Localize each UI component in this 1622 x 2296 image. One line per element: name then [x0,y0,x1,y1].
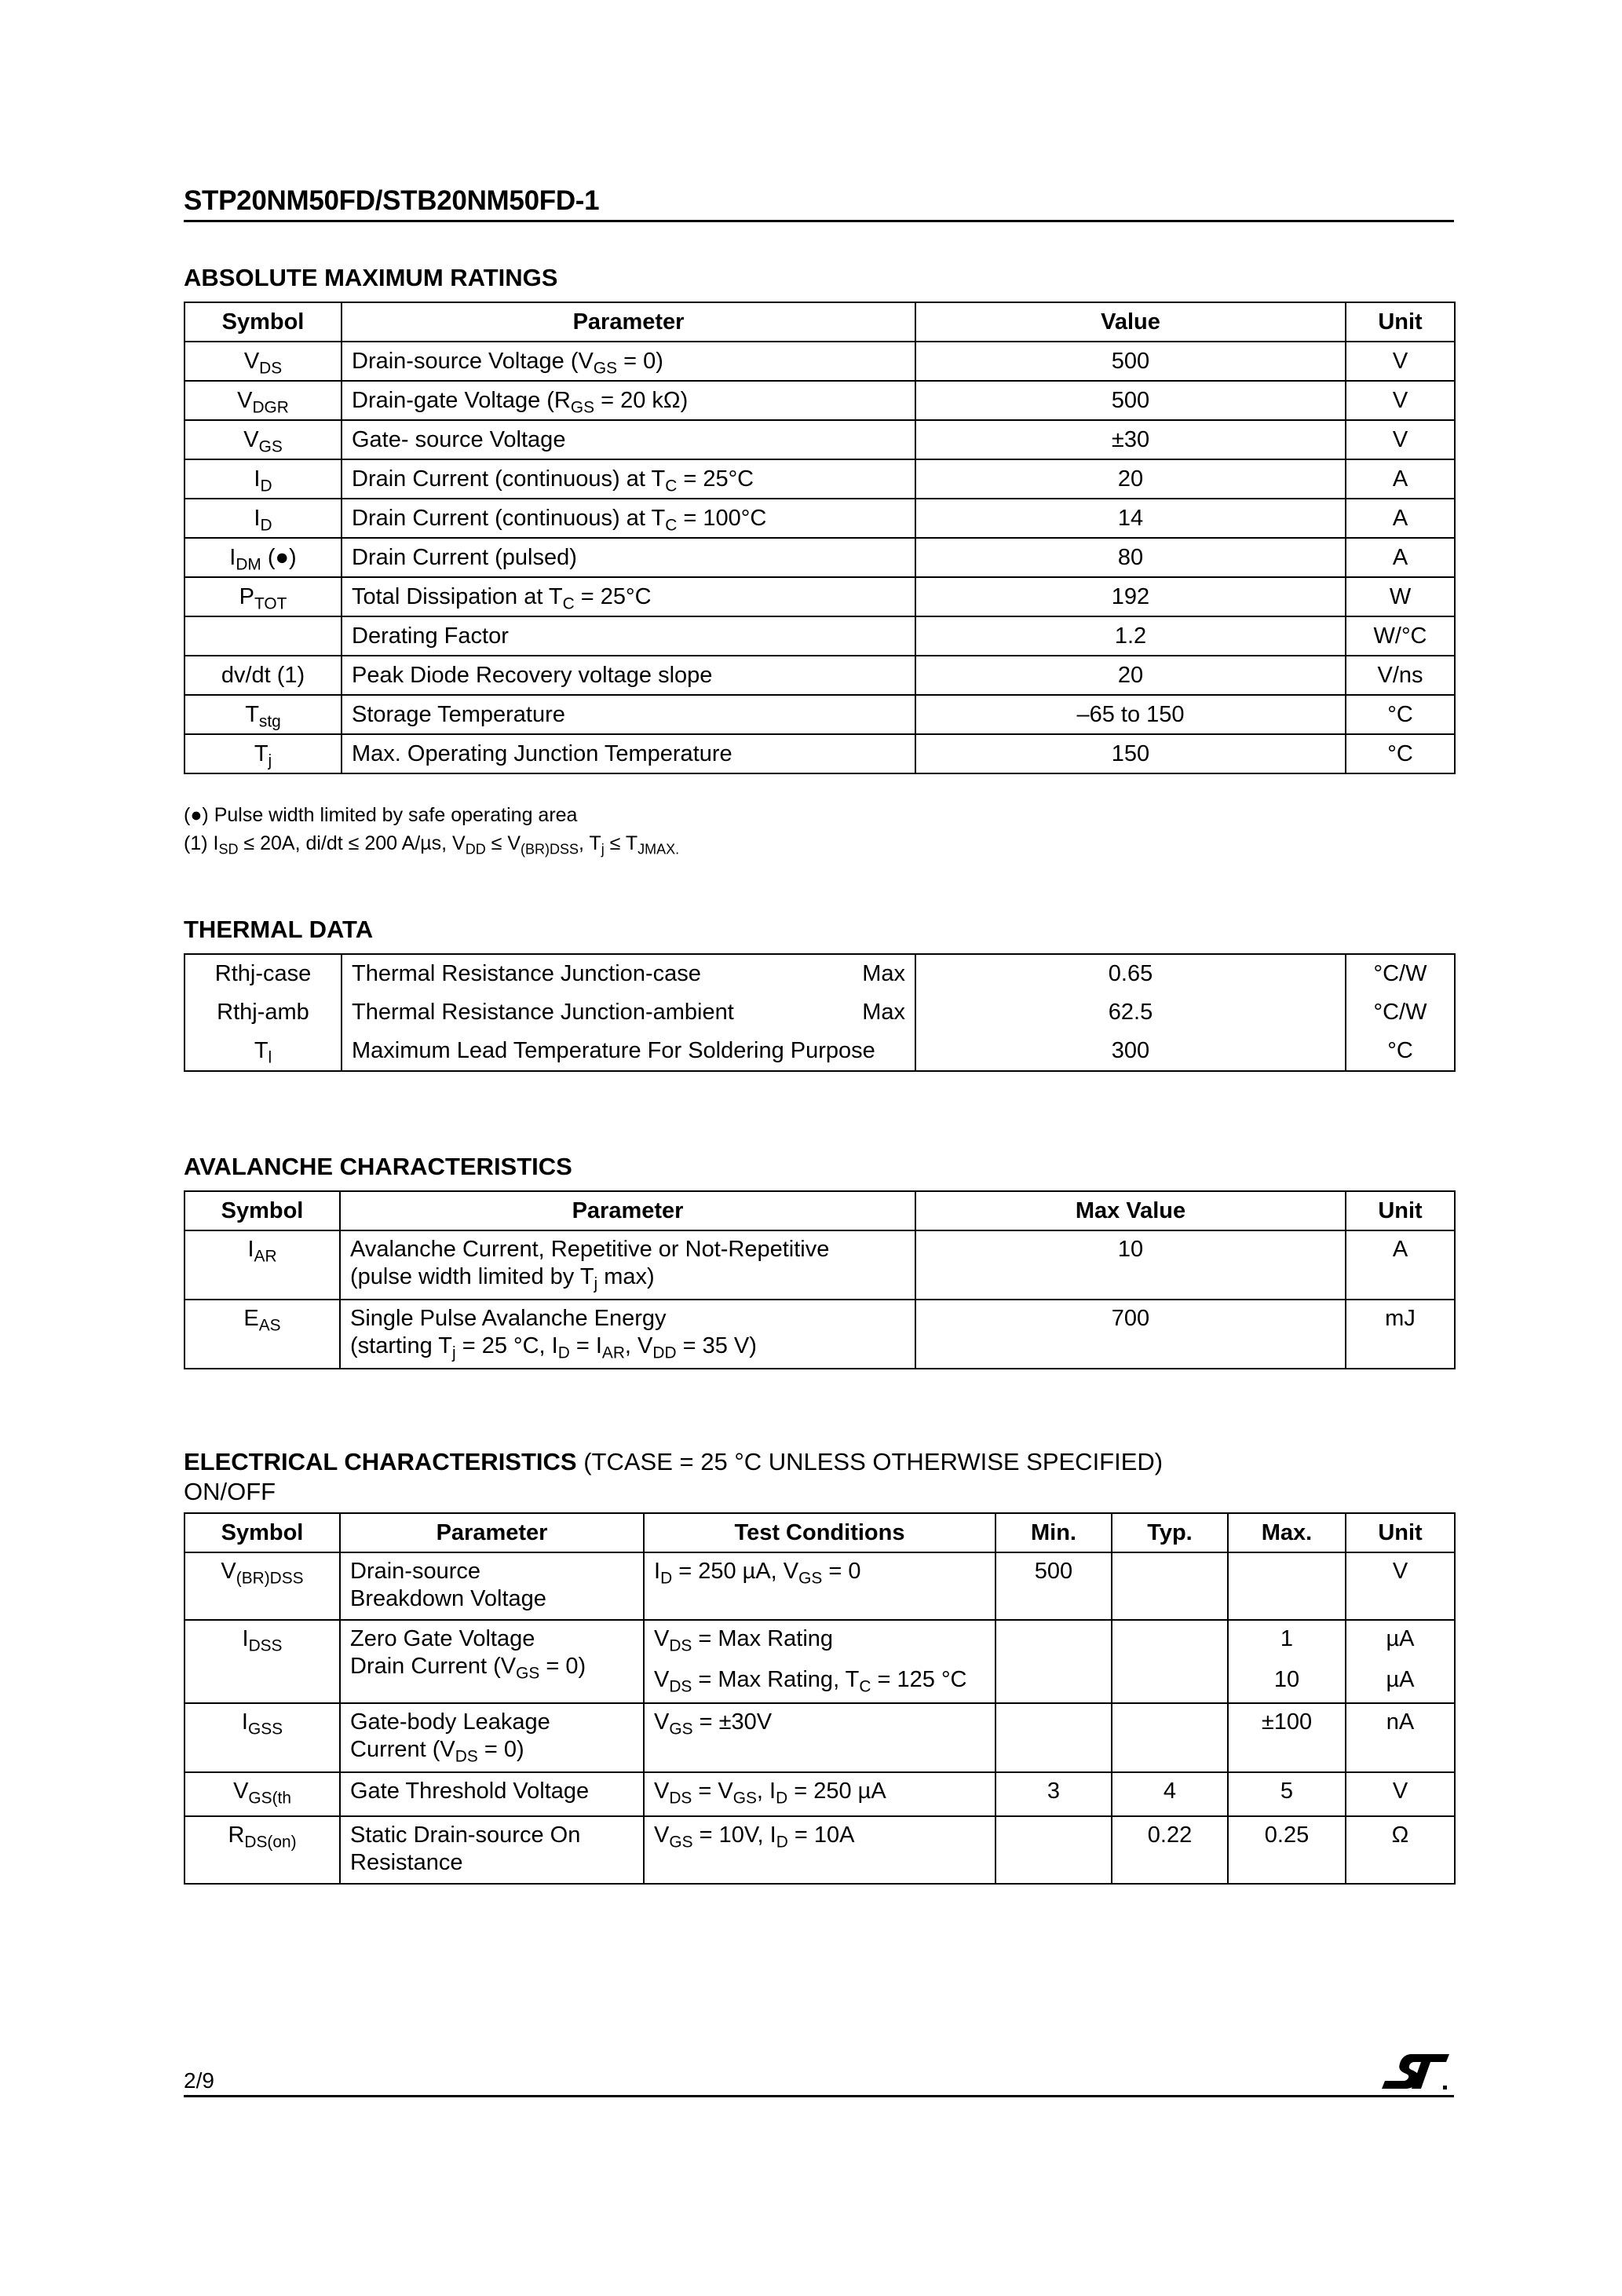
symbol-cell [184,616,342,656]
unit-cell: V [1346,1552,1455,1620]
table-row [184,538,1455,577]
parameter-cell [342,656,915,695]
symbol-sub: GSS [247,1720,283,1738]
avalanche-table [184,1190,1456,1369]
test-conditions-cell [644,1703,995,1772]
note-pulse-width: (●) Pulse width limited by safe operating area [184,804,578,826]
symbol-text: V [243,426,259,452]
tc-text: , I [756,1779,776,1804]
footer-rule [184,2095,1454,2097]
value-cell: 700 [915,1300,1346,1369]
table-row [184,342,1455,381]
param-text: Current (V [350,1737,455,1762]
param-text: = 0) [539,1654,586,1679]
tc-sub: DS [669,1636,692,1655]
max-cell: 5 [1228,1772,1346,1816]
symbol-sub: DS [259,358,283,377]
table-header-row [184,1191,1455,1230]
symbol-text: dv/dt (1) [221,662,305,688]
tc-text: = Max Rating, T [692,1667,860,1692]
electrical-title [184,1448,1163,1476]
unit-cell: °C/W [1346,993,1455,1032]
st-logo-icon [1380,2051,1451,2092]
note-sub: JMAX. [637,841,680,857]
symbol-text: V [243,348,260,374]
param-text: max) [597,1264,655,1289]
symbol-cell [184,734,342,773]
col-header: Parameter [342,302,915,342]
symbol-cell [184,656,342,695]
unit-cell: nA [1346,1703,1455,1772]
col-header: Unit [1346,1191,1455,1230]
tc-text: I [654,1559,661,1584]
symbol-text: V [233,1779,249,1804]
tc-text: = Max Rating [692,1626,834,1651]
table-header-row [184,1513,1455,1552]
value-cell: 500 [915,381,1346,420]
param-text: Drain-gate Voltage (R [352,387,571,413]
param-sub: C [665,476,678,495]
unit-cell: V [1346,381,1455,420]
parameter-cell [340,1620,644,1703]
symbol-cell [184,420,342,459]
symbol-sub: AR [254,1247,277,1266]
max-cell: ±100 [1228,1703,1346,1772]
unit-cell: °C [1346,695,1455,734]
param-text: Max. Operating Junction Temperature [352,740,732,766]
tc-text: V [654,1779,670,1804]
parameter-cell [342,577,915,616]
max-tag: Max [862,961,905,986]
unit-cell: A [1346,499,1455,538]
parameter-cell [342,954,915,993]
tc-text: V [654,1709,670,1735]
symbol-cell [184,1772,340,1816]
tc-sub: D [776,1789,788,1808]
symbol-cell [184,459,342,499]
symbol-text: P [239,583,254,609]
unit-cell: Ω [1346,1816,1455,1884]
symbol-cell [184,954,342,993]
electrical-title-conditions: (TCASE = 25 °C UNLESS OTHERWISE SPECIFIED) [576,1448,1164,1475]
value-cell: 500 [915,342,1346,381]
unit-cell: A [1346,538,1455,577]
tc-line [654,1666,985,1694]
param-sub: DS [455,1747,478,1766]
symbol-text: Rthj-amb [217,1000,309,1025]
tc-text: = 125 °C [871,1667,967,1692]
tc-text: V [654,1823,670,1848]
tc-sub: DS [669,1677,692,1696]
param-sub: D [557,1344,570,1362]
symbol-sub: DS(on) [244,1833,297,1852]
param-text: Thermal Resistance Junction-ambient [352,1000,734,1025]
st-logo-icon [1380,2051,1451,2092]
table-row [184,1816,1455,1884]
page-title: STP20NM50FD/STB20NM50FD-1 [184,185,600,216]
symbol-text: T [254,1038,269,1063]
parameter-cell [342,1032,915,1071]
thermal-title: THERMAL DATA [184,916,374,943]
param-line [350,1263,905,1291]
symbol-sub: DSS [248,1636,283,1655]
tc-text: = 10A [787,1823,855,1848]
unit-cell: A [1346,459,1455,499]
symbol-text: R [228,1823,245,1848]
unit-cell: mJ [1346,1300,1455,1369]
param-sub: GS [516,1664,540,1683]
unit-cell: °C [1346,734,1455,773]
param-sub: AR [601,1344,625,1362]
thermal-data-table [184,953,1456,1072]
note-text: , T [579,832,601,854]
param-text: = 35 V) [676,1333,757,1358]
symbol-text: I [254,466,261,492]
symbol-cell [184,1620,340,1703]
parameter-cell [340,1816,644,1884]
min-cell [995,1620,1112,1703]
value-cell: 1.2 [915,616,1346,656]
symbol-text: I [247,1237,254,1262]
symbol-sub: j [268,751,272,770]
page-number: 2/9 [184,2068,214,2093]
value-cell: 192 [915,577,1346,616]
table-row [184,1703,1455,1772]
tc-text: = V [692,1779,733,1804]
param-text: Thermal Resistance Junction-case [352,961,701,986]
col-header: Max. [1228,1513,1346,1552]
symbol-cell [184,577,342,616]
col-header: Symbol [184,302,342,342]
param-text: Peak Diode Recovery voltage slope [352,662,713,688]
param-text: Drain Current (continuous) at T [352,505,666,531]
symbol-sub: GS(th [248,1789,291,1808]
value-cell: 14 [915,499,1346,538]
electrical-title-bold: ELECTRICAL CHARACTERISTICS [184,1448,577,1475]
symbol-cell [184,695,342,734]
value-cell: 150 [915,734,1346,773]
param-text: = 0) [617,348,663,374]
symbol-text: E [243,1306,259,1331]
col-header: Value [915,302,1346,342]
param-text: Maximum Lead Temperature For Soldering Purpose [352,1038,875,1063]
symbol-cell [184,499,342,538]
table-row [184,381,1455,420]
parameter-cell [342,538,915,577]
max-cell [1228,1552,1346,1620]
symbol-text: V [237,387,253,413]
parameter-cell [342,499,915,538]
param-line: Gate-body Leakage [350,1709,550,1735]
symbol-cell [184,1032,342,1071]
symbol-sub: DM [236,554,261,573]
note-sub: (BR)DSS [521,841,579,857]
param-text: = 25°C [677,466,754,492]
min-cell [995,1703,1112,1772]
note-text: ≤ T [604,832,638,854]
param-text: Drain Current (V [350,1654,517,1679]
table-row [184,993,1455,1032]
param-line: Avalanche Current, Repetitive or Not-Repetitive [350,1237,830,1262]
param-sub: C [562,594,575,612]
param-text: = 100°C [677,505,767,531]
tc-sub: GS [798,1569,823,1588]
symbol-sub: AS [258,1316,281,1335]
param-line: Zero Gate Voltage [350,1626,535,1651]
unit-value: µA [1386,1667,1415,1692]
symbol-cell [184,1230,340,1300]
amr-title: ABSOLUTE MAXIMUM RATINGS [184,264,558,291]
unit-cell: °C/W [1346,954,1455,993]
parameter-cell: Gate Threshold Voltage [340,1772,644,1816]
symbol-cell [184,538,342,577]
symbol-text: I [241,1709,248,1735]
table-row [184,1772,1455,1816]
max-cell [1228,1620,1346,1703]
param-text: = I [569,1333,602,1358]
col-header: Test Conditions [644,1513,995,1552]
param-line: Static Drain-source On [350,1823,581,1848]
parameter-cell [340,1230,915,1300]
value-cell: 300 [915,1032,1346,1071]
parameter-cell [342,616,915,656]
symbol-sub: GS [258,437,283,455]
col-header: Max Value [915,1191,1346,1230]
tc-sub: C [859,1677,871,1696]
table-row [184,656,1455,695]
symbol-text: T [245,701,259,727]
param-sub: C [665,515,678,534]
value-cell: –65 to 150 [915,695,1346,734]
unit-cell: V [1346,342,1455,381]
value-cell: 20 [915,656,1346,695]
parameter-cell [340,1703,644,1772]
col-header: Symbol [184,1191,340,1230]
param-line: Drain-source [350,1559,480,1584]
parameter-cell [342,459,915,499]
parameter-cell [342,993,915,1032]
unit-cell: °C [1346,1032,1455,1071]
param-sub: j [452,1344,456,1362]
table-row [184,1552,1455,1620]
title-rule [184,220,1454,222]
absolute-maximum-ratings-table [184,302,1456,774]
parameter-cell [342,342,915,381]
symbol-sub: TOT [254,594,287,612]
param-text: Drain Current (continuous) at T [352,466,666,492]
param-text: (starting T [350,1333,453,1358]
value-cell: 0.65 [915,954,1346,993]
tc-text: = ±30V [692,1709,773,1735]
parameter-cell [340,1300,915,1369]
table-row [184,616,1455,656]
max-tag: Max [862,1000,905,1025]
typ-cell [1112,1703,1228,1772]
parameter-cell [342,695,915,734]
param-line [350,1653,634,1683]
tc-sub: GS [669,1720,693,1738]
unit-cell: A [1346,1230,1455,1300]
symbol-cell [184,1703,340,1772]
tc-sub: D [776,1833,788,1852]
param-line: Resistance [350,1850,463,1875]
tc-text: = 250 µA, V [672,1559,799,1584]
col-header: Typ. [1112,1513,1228,1552]
min-cell: 500 [995,1552,1112,1620]
param-sub: j [594,1274,598,1293]
test-conditions-cell [644,1816,995,1884]
param-text: (pulse width limited by T [350,1264,594,1289]
tc-sub: DS [669,1789,692,1808]
col-header: Symbol [184,1513,340,1552]
unit-cell: W/°C [1346,616,1455,656]
test-conditions-cell [644,1620,995,1703]
param-sub: GS [593,358,618,377]
table-row [184,1032,1455,1071]
tc-text: = 0 [822,1559,861,1584]
symbol-sub: (BR)DSS [236,1569,304,1588]
symbol-sub: stg [258,711,281,730]
max-value: 10 [1273,1667,1300,1692]
note-text: ≤ 20A, di/dt ≤ 200 A/µs, V [238,832,466,854]
symbol-cell [184,381,342,420]
parameter-cell [342,381,915,420]
symbol-cell [184,1552,340,1620]
param-text: Drain Current (pulsed) [352,544,577,570]
tc-sub: GS [732,1789,757,1808]
avalanche-title: AVALANCHE CHARACTERISTICS [184,1153,572,1180]
table-header-row [184,302,1455,342]
param-text: = 20 kΩ) [594,387,689,413]
param-sub: DD [652,1344,677,1362]
unit-cell: W [1346,577,1455,616]
param-line: Breakdown Voltage [350,1586,546,1611]
symbol-sub: D [260,515,272,534]
typ-cell [1112,1552,1228,1620]
value-cell: 20 [915,459,1346,499]
param-text: Gate- source Voltage [352,426,566,452]
table-row [184,499,1455,538]
table-row [184,1230,1455,1300]
tc-sub: GS [669,1833,693,1852]
tc-text: = 250 µA [787,1779,886,1804]
tc-text: V [654,1626,670,1651]
symbol-text: I [254,505,261,531]
param-text: = 25 °C, I [455,1333,558,1358]
param-text: = 25°C [574,583,652,609]
note-sub: SD [218,841,239,857]
table-row [184,459,1455,499]
col-header: Unit [1346,302,1455,342]
table-row [184,1620,1455,1703]
note-text: ≤ V [485,832,521,854]
param-text: Derating Factor [352,623,509,649]
typ-cell: 4 [1112,1772,1228,1816]
symbol-sub: DGR [252,397,289,416]
parameter-cell [342,734,915,773]
symbol-suffix: (●) [261,544,297,570]
param-line [350,1333,905,1360]
table-row [184,954,1455,993]
unit-cell: V/ns [1346,656,1455,695]
table-row [184,1300,1455,1369]
table-row [184,420,1455,459]
param-sub: GS [570,397,595,416]
symbol-text: I [229,544,236,570]
parameter-cell [342,420,915,459]
col-header: Unit [1346,1513,1455,1552]
unit-cell [1346,1620,1455,1703]
param-line: Single Pulse Avalanche Energy [350,1306,667,1331]
electrical-onoff-table [184,1512,1456,1885]
table-row [184,577,1455,616]
symbol-cell [184,1300,340,1369]
param-text: Storage Temperature [352,701,565,727]
table-row [184,734,1455,773]
unit-cell: V [1346,1772,1455,1816]
max-cell: 0.25 [1228,1816,1346,1884]
note-dvdt [184,832,679,855]
symbol-text: Rthj-case [214,961,312,986]
table-row [184,695,1455,734]
value-cell: ±30 [915,420,1346,459]
value-cell: 80 [915,538,1346,577]
symbol-cell [184,342,342,381]
symbol-sub: l [268,1048,272,1067]
tc-line [654,1625,985,1666]
note-text: (1) I [184,832,219,854]
note-sub: DD [465,841,486,857]
tc-text: = 10V, I [692,1823,776,1848]
max-value: 1 [1280,1626,1294,1651]
note-sub: j [601,841,605,857]
value-cell: 62.5 [915,993,1346,1032]
col-header: Parameter [340,1513,644,1552]
min-cell [995,1816,1112,1884]
unit-cell: V [1346,420,1455,459]
symbol-sub: D [260,476,272,495]
value-cell: 10 [915,1230,1346,1300]
symbol-cell [184,1816,340,1884]
symbol-cell [184,993,342,1032]
col-header: Parameter [340,1191,915,1230]
symbol-text: V [221,1559,236,1584]
param-text: Total Dissipation at T [352,583,563,609]
symbol-text: I [242,1626,249,1651]
parameter-cell [340,1552,644,1620]
unit-value: µA [1386,1626,1415,1651]
typ-cell: 0.22 [1112,1816,1228,1884]
test-conditions-cell [644,1772,995,1816]
symbol-text: T [254,740,269,766]
test-conditions-cell [644,1552,995,1620]
param-text: , V [624,1333,653,1358]
tc-text: V [654,1667,670,1692]
min-cell: 3 [995,1772,1112,1816]
col-header: Min. [995,1513,1112,1552]
tc-sub: D [660,1569,673,1588]
param-text: = 0) [477,1737,524,1762]
param-line [350,1736,634,1764]
param-text: Drain-source Voltage (V [352,348,594,374]
onoff-subhead: ON/OFF [184,1478,276,1505]
datasheet-page [184,0,1454,2296]
typ-cell [1112,1620,1228,1703]
